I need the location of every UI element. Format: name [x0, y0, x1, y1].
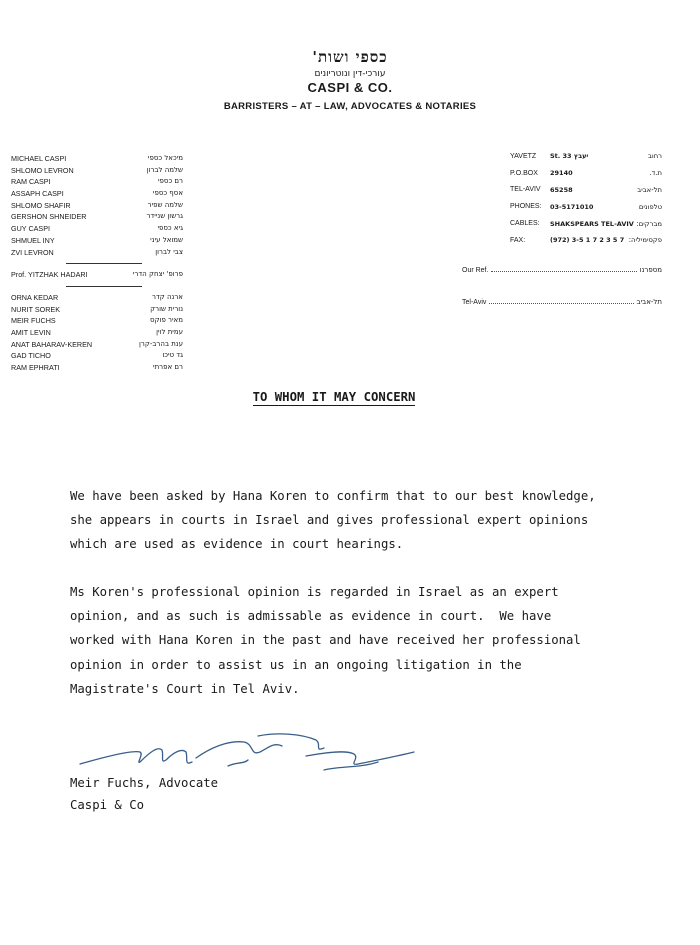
professor-row: [11, 269, 183, 281]
contact-value: (972) 3-5 1 7 2 3 5 7: [550, 236, 625, 245]
partner-name-english: MICHAEL CASPI: [11, 154, 67, 163]
contact-label-hebrew: תל-אביב: [637, 185, 662, 194]
contact-label: P.O.BOX: [510, 169, 538, 177]
partners-list: [11, 153, 183, 374]
partner-name-english: ORNA KEDAR: [11, 292, 59, 302]
our-ref-label: Our Ref.: [462, 267, 489, 274]
partner-name-hebrew: ארנה קדר: [152, 292, 183, 301]
partner-name-hebrew: שלמה שפיר: [147, 200, 183, 209]
letter-paragraph-1: We have been asked by Hana Koren to confirm that to our best knowledge, she appears in courts in Israel and gives professional expert opinions which are used as evidence in court hearings.: [70, 489, 596, 552]
signer-block: [70, 772, 218, 816]
partner-row: [11, 235, 183, 247]
letterhead: [0, 48, 700, 112]
contact-label: PHONES:: [510, 203, 542, 211]
partner-row: [11, 211, 183, 223]
partner-name-hebrew: שלמה לברון: [146, 165, 183, 174]
contact-label-hebrew: רחוב: [647, 152, 662, 161]
partner-row: [11, 315, 183, 327]
contact-value: 29140: [550, 169, 573, 178]
date-line-label-hebrew: תל-אביב: [636, 298, 662, 306]
contact-value: 65258: [550, 185, 573, 194]
partner-name-english: GAD TICHO: [11, 351, 51, 361]
partner-name-hebrew: גרשון שניידר: [146, 212, 183, 221]
partner-row: [11, 223, 183, 235]
partner-row: [11, 350, 183, 362]
partner-name-english: RAM CASPI: [11, 177, 51, 187]
contact-row: [510, 182, 662, 199]
partner-name-hebrew: מיכאל כספי: [147, 154, 183, 162]
contact-value: St. 33 יעבץ: [550, 152, 589, 161]
letter-paragraph-2: Ms Koren's professional opinion is regarded in Israel as an expert opinion, and as such is admissable as evidence in court. We have worked with Hana Koren in the past and have received her professional opinion in order to assist us in an ongoing litigation in the Magistrate's Court in Tel Aviv.: [70, 585, 581, 696]
partner-name-hebrew: נורית שורק: [150, 304, 183, 313]
partner-name-english: GERSHON SHNEIDER: [11, 212, 87, 222]
contact-row: [510, 198, 662, 215]
date-line-label: Tel-Aviv: [462, 299, 487, 306]
firm-subtitle-hebrew: עורכי-דין ונוטריונים: [314, 69, 386, 79]
partner-name-hebrew: אסף כספי: [152, 189, 183, 198]
our-ref-blank: [491, 271, 636, 272]
partner-name-hebrew: רם אפרתי: [153, 363, 183, 371]
signer-name: Meir Fuchs, Advocate: [70, 776, 219, 790]
contact-label-hebrew: טלפונים: [638, 202, 662, 211]
contact-label-hebrew: מברקים:: [636, 219, 662, 228]
partner-name-english: RAM EPHRATI: [11, 363, 60, 372]
partner-name-english: SHLOMO LEVRON: [11, 165, 74, 175]
partner-row: [11, 247, 183, 259]
contact-label: FAX:: [510, 236, 526, 244]
contact-value: SHAKSPEARS TEL-AVIV: [550, 219, 634, 228]
contact-label-hebrew: פקסימיליה:: [628, 236, 662, 245]
contact-label: YAVETZ: [510, 152, 537, 160]
our-ref-line: [462, 262, 662, 274]
partners-divider: [66, 263, 142, 264]
partner-name-hebrew: עמית לוין: [156, 327, 183, 336]
signer-firm: Caspi & Co: [70, 798, 145, 812]
firm-name-hebrew: כספי ושות': [312, 48, 388, 66]
partner-row: [11, 165, 183, 177]
partner-name-hebrew: גיא כספי: [157, 224, 183, 233]
contact-label-hebrew: ת.ד.: [649, 169, 662, 178]
partner-name-hebrew: ענת בהרב-קרן: [139, 339, 183, 348]
partner-name-english: Prof. YITZHAK HADARI: [11, 270, 88, 280]
partner-name-english: ZVI LEVRON: [11, 247, 54, 257]
partner-name-english: MEIR FUCHS: [11, 316, 56, 326]
partner-name-english: SHLOMO SHAFIR: [11, 200, 71, 210]
partner-name-hebrew: שמואל עיני: [150, 235, 183, 244]
partner-name-hebrew: פרופ' יצחק הדרי: [132, 270, 183, 279]
contact-value: 03-5171010: [550, 202, 594, 211]
partner-row: [11, 362, 183, 374]
partner-row: [11, 153, 183, 165]
contact-row: [510, 148, 662, 165]
partner-row: [11, 339, 183, 351]
firm-name-english: CASPI & CO.: [307, 80, 393, 95]
contact-row: [510, 232, 662, 249]
partner-name-english: ANAT BAHARAV-KEREN: [11, 339, 93, 349]
partner-name-hebrew: גד טיכו: [162, 351, 183, 360]
partner-name-english: ASSAPH CASPI: [11, 189, 64, 199]
partner-row: [11, 304, 183, 316]
partner-row: [11, 292, 183, 304]
partner-name-hebrew: מאיר פוקס: [150, 316, 183, 325]
partner-row: [11, 188, 183, 200]
partner-name-english: SHMUEL INY: [11, 235, 55, 245]
firm-tagline: BARRISTERS – AT – LAW, ADVOCATES & NOTARIES: [223, 101, 477, 112]
partner-name-english: NURIT SOREK: [11, 304, 60, 314]
contact-label: CABLES:: [510, 220, 540, 228]
partner-name-hebrew: רם כספי: [157, 177, 183, 186]
partner-row: [11, 200, 183, 212]
contact-block: [510, 148, 662, 249]
contact-label: TEL-AVIV: [510, 186, 541, 194]
partner-row: [11, 176, 183, 188]
partner-name-english: AMIT LEVIN: [11, 327, 51, 337]
contact-row: [510, 215, 662, 232]
partners-divider: [66, 286, 142, 287]
contact-row: [510, 165, 662, 182]
partner-name-hebrew: צבי לברון: [155, 247, 183, 256]
partner-row: [11, 327, 183, 339]
date-line-blank: [489, 303, 633, 304]
date-line: [462, 294, 662, 306]
our-ref-label-hebrew: מספרנו: [639, 266, 662, 274]
partner-name-english: GUY CASPI: [11, 224, 51, 234]
letter-title: TO WHOM IT MAY CONCERN: [252, 390, 416, 404]
